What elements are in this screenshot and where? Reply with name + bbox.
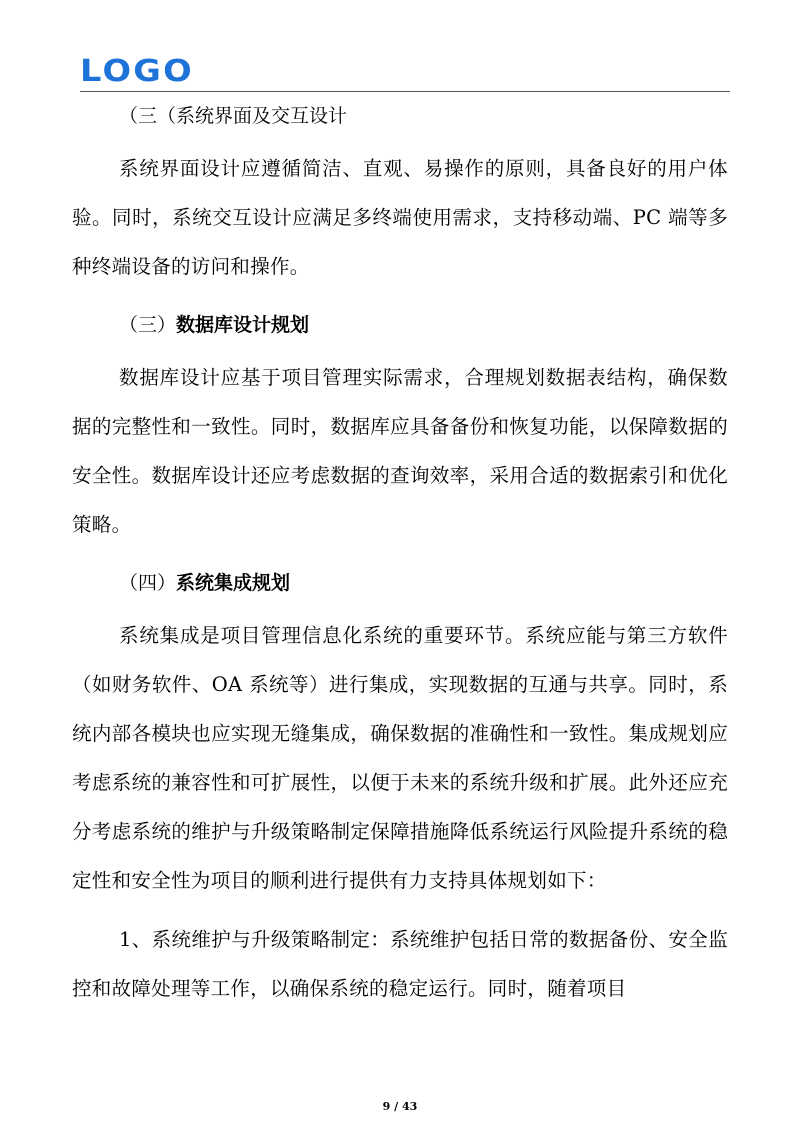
- paragraph: 数据库设计应基于项目管理实际需求，合理规划数据表结构，确保数据的完整性和一致性。同时，数据库应具备备份和恢复功能，以保障数据的安全性。数据库设计还应考虑数据的查询效率，采用合适的数据索引和优化策略。: [72, 366, 728, 536]
- page-number: 9 / 43: [382, 1100, 418, 1113]
- section-heading-number: （三）: [119, 314, 177, 336]
- section-heading-number: （四）: [119, 572, 177, 594]
- section-heading: [72, 565, 728, 601]
- section-heading-number: （三（: [119, 105, 177, 127]
- document-body: [72, 98, 728, 1013]
- paragraph: 1、系统维护与升级策略制定：系统维护包括日常的数据备份、安全监控和故障处理等工作，以确保系统的稳定运行。同时，随着项目: [72, 928, 728, 1000]
- section-heading-text: 数据库设计规划: [176, 314, 310, 336]
- paragraph: 系统界面设计应遵循简洁、直观、易操作的原则，具备良好的用户体验。同时，系统交互设计应满足多终端使用需求，支持移动端、PC 端等多种终端设备的访问和操作。: [72, 157, 728, 278]
- section-heading-text: 系统集成规划: [176, 572, 291, 594]
- section-heading: [72, 307, 728, 343]
- paragraph: 系统集成是项目管理信息化系统的重要环节。系统应能与第三方软件（如财务软件、OA 系统等）进行集成，实现数据的互通与共享。同时，系统内部各模块也应实现无缝集成，确保数据的准确性和一致性。集成规划应考虑系统的兼容性和可扩展性，以便于未来的系统升级和扩展。此外还应充分考虑系统的维护与升级策略制定保障措施降低系统运行风险提升系统的稳定性和安全性为项目的顺利进行提供有力支持具体规划如下：: [72, 624, 728, 892]
- page-header: [80, 55, 730, 93]
- section-heading: [72, 98, 728, 134]
- header-divider: [80, 91, 730, 92]
- logo: LOGO: [80, 54, 194, 89]
- section-heading-text: 系统界面及交互设计: [176, 105, 348, 127]
